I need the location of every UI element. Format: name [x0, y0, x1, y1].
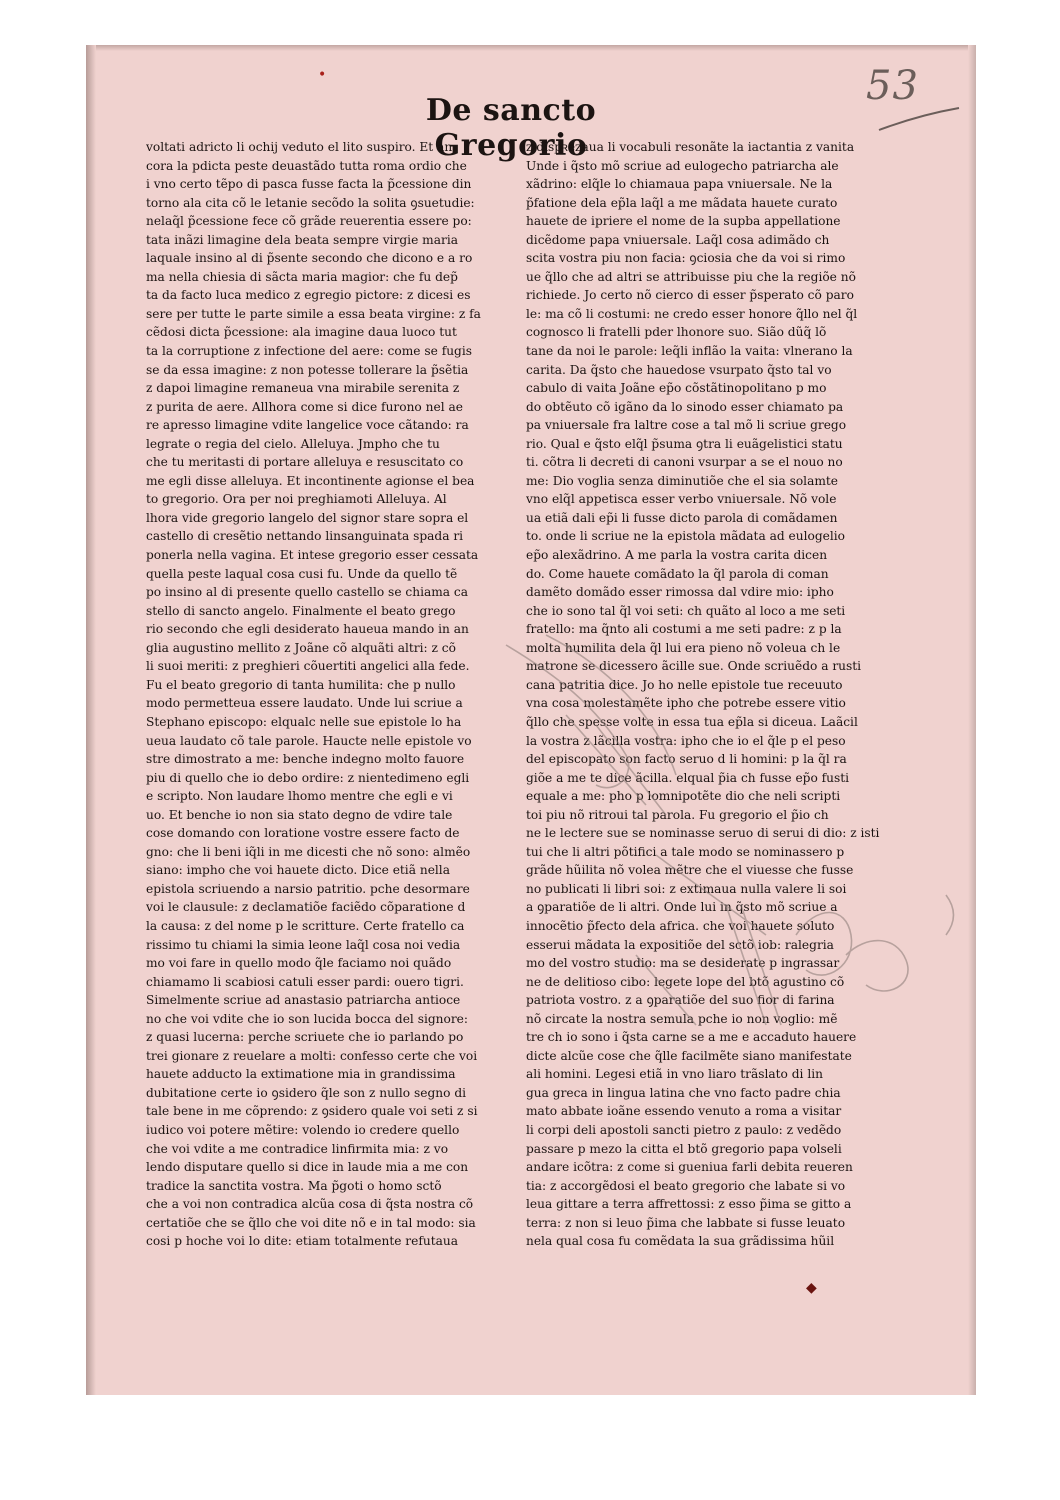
text-line: molta humilita dela q̃l lui era pieno nõ voleua ch le: [526, 640, 841, 655]
text-line: dicẽdome papa vniuersale. Laq̃l cosa adimãdo ch: [526, 232, 830, 247]
text-line: Unde i q̃sto mõ scriue ad eulogecho patriarcha ale: [526, 158, 839, 173]
text-line: rio secondo che egli desiderato haueua mando in an: [146, 622, 469, 637]
text-line: gua greca in lingua latina che vno facto padre chia: [526, 1085, 841, 1100]
text-line: grãde hũilita nõ volea mẽtre che el viuesse che fusse: [526, 863, 854, 878]
text-line: lhora vide gregorio langelo del signor stare sopra el: [146, 510, 469, 525]
text-line: ue q̃llo che ad altri se attribuisse piu che la regiõe nõ: [526, 269, 856, 284]
text-line: certatiõe che se q̃llo che voi dite nõ e in tal modo: sia: [146, 1215, 476, 1230]
text-line: stello di sancto angelo. Finalmente el beato grego: [146, 603, 456, 618]
text-line: scita vostra piu non facia: ꝯciosia che da voi si rimo: [526, 251, 846, 266]
text-line: to gregorio. Ora per noi preghiamoti Alleluya. Al: [146, 492, 447, 507]
text-line: hauete adducto la extimatione mia in grandissima: [146, 1067, 456, 1082]
text-line: z quasi lucerna: perche scriuete che io parlando po: [146, 1030, 464, 1045]
text-line: pa vniuersale fra laltre cose a tal mõ li scriue grego: [526, 418, 847, 433]
text-line: che tu meritasti di portare alleluya e resuscitato co: [146, 455, 464, 470]
text-line: lendo disputare quello si dice in laude mia a me con: [146, 1160, 469, 1175]
text-line: no publicati li libri soi: z extimaua nulla valere li soi: [526, 881, 847, 896]
text-line: iudico voi potere mẽtire: volendo io credere quello: [146, 1122, 460, 1137]
text-line: nõ circate la nostra semula pche io non voglio: mẽ: [526, 1011, 838, 1026]
text-line: re apresso limagine vdite langelice voce cãtando: ra: [146, 418, 469, 433]
page-gutter-shadow: [86, 45, 96, 1395]
page-heading: De sancto Gregorio: [425, 93, 597, 163]
text-line: to. onde li scriue ne la epistola mãdata ad eulogelio: [526, 529, 845, 544]
text-line: cognosco li fratelli pder lhonore suo. Sião dũq̃ lõ: [526, 325, 827, 340]
text-line: ma nella chiesia di sãcta maria magior: che fu dep̃: [146, 269, 458, 284]
red-ink-mark: •: [318, 67, 327, 83]
text-line: rio. Qual e q̃sto elq̃l p̃suma ꝯtra li euãgelistici statu: [526, 436, 843, 451]
text-line: gno: che li beni iq̃li in me dicesti che nõ sono: almẽo: [146, 844, 471, 859]
text-line: ep̃o alexãdrino. A me parla la vostra carita dicen: [526, 548, 828, 563]
text-line: a ꝯparatiõe de li altri. Onde lui in q̃sto mõ scriue a: [526, 900, 838, 915]
text-line: q̃llo che spesse volte in essa tua ep̃la si diceua. Laãcil: [526, 714, 858, 729]
text-line: trei gionare z reuelare a molti: confesso certe che voi: [146, 1048, 478, 1063]
text-line: cana patritia dice. Jo ho nelle epistole tue receuuto: [526, 677, 843, 692]
text-line: esserui mãdata la expositiõe del sctõ iob: ralegria: [526, 937, 834, 952]
text-line: la vostra z lãcilla vostra: ipho che io el q̃le p el peso: [526, 733, 846, 748]
text-line: dubitatione certe io ꝯsidero q̃le son z nullo segno di: [146, 1085, 467, 1100]
page-top-edge: [86, 45, 976, 51]
text-line: do. Come hauete comãdato la q̃l parola di coman: [526, 566, 829, 581]
text-line: xãdrino: elq̃le lo chiamaua papa vniuersale. Ne la: [526, 177, 833, 192]
text-line: cabulo di vaita Joãne ep̃o cõstãtinopolitano p mo: [526, 381, 827, 396]
text-line: epistola scriuendo a narsio patritio. pche desormare: [146, 881, 470, 896]
text-line: dicte alcũe cose che q̃lle facilmẽte siano manifestate: [526, 1048, 852, 1063]
text-line: fratello: ma q̃nto ali costumi a me seti padre: z p la: [526, 622, 842, 637]
text-line: che io sono tal q̃l voi seti: ch quãto al loco a me seti: [526, 603, 846, 618]
text-line: mo del vostro studio: ma se desiderate p ingrassar: [526, 956, 840, 971]
text-line: do obtẽuto cõ igãno da lo sinodo esser chiamato pa: [526, 399, 844, 414]
text-line: le: ma cõ li costumi: ne credo esser honore q̃llo nel q̃l: [526, 306, 858, 321]
book-page: [86, 45, 976, 1395]
text-line: glia augustino mellito z Joãne cõ alquãti altri: z cõ: [146, 640, 456, 655]
text-line: richiede. Jo certo nõ cierco di esser p̃sperato cõ paro: [526, 288, 854, 303]
text-line: carita. Da q̃sto che hauedose vsurpato q̃sto tal vo: [526, 362, 832, 377]
text-line: toi piu nõ ritroui tal parola. Fu gregorio el p̃io ch: [526, 807, 829, 822]
text-line: che a voi non contradica alcũa cosa di q̃sta nostra cõ: [146, 1197, 474, 1212]
text-line: damẽto domãdo esser rimossa dal vdire mio: ipho: [526, 585, 834, 600]
text-line: del episcopato son facto seruo d li homini: p la q̃l ra: [526, 752, 847, 767]
text-line: po insino al di presente quello castello se chiama ca: [146, 585, 469, 600]
text-line: ueua laudato cõ tale parole. Haucte nelle epistole vo: [146, 733, 472, 748]
text-line: terra: z non si leuo p̃ima che labbate si fusse leuato: [526, 1215, 846, 1230]
text-line: e scripto. Non laudare lhomo mentre che egli e vi: [146, 789, 453, 804]
text-line: mato abbate ioãne essendo venuto a roma a visitar: [526, 1104, 842, 1119]
text-line: ta da facto luca medico z egregio pictore: z dicesi es: [146, 288, 471, 303]
text-line: nelaq̃l p̃cessione fece cõ grãde reuerentia essere po:: [146, 214, 472, 229]
text-line: no che voi vdite che io son lucida bocca del signore:: [146, 1011, 468, 1026]
ink-blot-mark: ◆: [806, 1280, 817, 1296]
text-line: li corpi deli apostoli sancti pietro z paulo: z vedẽdo: [526, 1122, 842, 1137]
text-line: cose domando con loratione vostre essere facto de: [146, 826, 460, 841]
text-line: i vno certo tẽpo di pasca fusse facta la p̃cessione din: [146, 177, 472, 192]
text-line: Simelmente scriue ad anastasio patriarcha antioce: [146, 993, 461, 1008]
text-line: ponerla nella vagina. Et intese gregorio esser cessata: [146, 548, 479, 563]
text-line: chiamamo li scabiosi catuli esser pardi: ouero tigri.: [146, 974, 464, 989]
text-line: p̃fatione dela ep̃la laq̃l a me mãdata hauete curato: [526, 195, 838, 210]
text-line: equale a me: pho p lomnipotẽte dio che neli scripti: [526, 789, 841, 804]
text-line: tale bene in me cõprendo: z ꝯsidero quale voi seti z si: [146, 1104, 478, 1119]
folio-number: 53: [866, 63, 919, 109]
text-line: rissimo tu chiami la simia leone laq̃l cosa noi vedia: [146, 937, 461, 952]
folio-pencil-stroke: [874, 105, 964, 135]
text-line: modo permetteua essere laudato. Unde lui scriue a: [146, 696, 463, 711]
text-line: ne le lectere sue se nominasse seruo di serui di dio: z isti: [526, 826, 880, 841]
text-line: tia: z accorgẽdosi el beato gregorio che labate si vo: [526, 1178, 846, 1193]
text-line: laquale insino al di p̃sente secondo che dicono e a ro: [146, 251, 473, 266]
text-line: ti. cõtra li decreti di canoni vsurpar a se el nouo no: [526, 455, 843, 470]
text-line: ne de delitioso cibo: legete lope del btõ agustino cõ: [526, 974, 845, 989]
text-line: matrone se dicessero ãcille sue. Onde scriuẽdo a rusti: [526, 659, 862, 674]
text-line: la causa: z del nome p le scritture. Certe fratello ca: [146, 918, 465, 933]
text-column-left: [146, 138, 496, 1251]
text-line: piu di quello che io debo ordire: z nientedimeno egli: [146, 770, 470, 785]
text-line: che voi vdite a me contradice linfirmita mia: z vo: [146, 1141, 449, 1156]
text-line: andare icõtra: z come si gueniua farli debita reueren: [526, 1160, 853, 1175]
text-line: leua gittare a terra affrettossi: z esso p̃ima se gitto a: [526, 1197, 852, 1212]
text-column-right: [526, 138, 886, 1251]
text-line: li suoi meriti: z preghieri cõuertiti angelici alla fede.: [146, 659, 470, 674]
text-line: tata inãzi limagine dela beata sempre virgie maria: [146, 232, 458, 247]
text-line: hauete de ipriere el nome de la supba appellatione: [526, 214, 841, 229]
text-line: z dispꝛezaua li vocabuli resonãte la iactantia z vanita: [526, 140, 855, 154]
text-line: passare p mezo la citta el btõ gregorio papa volseli: [526, 1141, 842, 1156]
text-line: tre ch io sono i q̃sta carne se a me e accaduto hauere: [526, 1030, 857, 1045]
text-line: tane da noi le parole: leq̃li inflão la vaita: vlnerano la: [526, 344, 853, 359]
text-line: siano: impho che voi hauete dicto. Dice etiã nella: [146, 863, 450, 878]
text-line: se da essa imagine: z non potesse tollerare la p̃sẽtia: [146, 362, 469, 377]
text-line: cẽdosi dicta p̃cessione: ala imagine daua luoco tut: [146, 325, 457, 340]
text-line: ali homini. Legesi etiã in vno liaro trãslato di lin: [526, 1067, 823, 1082]
text-line: innocẽtio p̃fecto dela africa. che voi hauete soluto: [526, 918, 835, 933]
text-line: voi le clausule: z declamatiõe faciẽdo cõparatione d: [146, 900, 466, 915]
text-line: patriota vostro. z a ꝯparatiõe del suo fior di farina: [526, 993, 835, 1008]
text-line: nela qual cosa fu comẽdata la sua grãdissima hũil: [526, 1234, 835, 1249]
text-line: ta la corruptione z infectione del aere: come se fugis: [146, 344, 473, 359]
text-line: vna cosa molestamẽte ipho che potrebe essere vitio: [526, 696, 846, 711]
text-line: z purita de aere. Allhora come si dice furono nel ae: [146, 399, 463, 414]
text-line: ua etiã dali ep̃i li fusse dicto parola di comãdamen: [526, 510, 838, 525]
text-line: uo. Et benche io non sia stato degno de vdire tale: [146, 807, 453, 822]
text-line: tui che li altri põtifici a tale modo se nominassero p: [526, 844, 845, 859]
text-line: me: Dio voglia senza diminutiõe che el sia solamte: [526, 473, 839, 488]
text-line: cora la pdicta peste deuastãdo tutta roma ordio che: [146, 158, 467, 173]
text-line: Stephano episcopo: elqualc nelle sue epistole lo ha: [146, 714, 462, 729]
page-right-edge: [968, 45, 976, 1395]
text-line: cosi p hoche voi lo dite: etiam totalmente refutaua: [146, 1234, 458, 1249]
text-line: Fu el beato gregorio di tanta humilita: che p nullo: [146, 677, 456, 692]
text-line: quella peste laqual cosa cusi fu. Unde da quello tẽ: [146, 566, 458, 581]
text-line: z dapoi limagine remaneua vna mirabile serenita z: [146, 381, 460, 396]
text-line: castello di cresẽtio nettando linsanguinata spada ri: [146, 529, 464, 544]
text-line: torno ala cita cõ le letanie secõdo la solita ꝯsuetudie:: [146, 195, 475, 210]
text-line: voltati adricto li ochij veduto el lito suspiro. Et an: [146, 140, 453, 154]
text-line: legrate o regia del cielo. Alleluya. Jmpho che tu: [146, 436, 440, 451]
text-line: me egli disse alleluya. Et incontinente agionse el bea: [146, 473, 475, 488]
text-line: mo voi fare in quello modo q̃le faciamo noi quãdo: [146, 956, 452, 971]
text-line: vno elq̃l appetisca esser verbo vniuersale. Nõ vole: [526, 492, 837, 507]
text-line: sere per tutte le parte simile a essa beata virgine: z fa: [146, 306, 481, 321]
text-line: tradice la sanctita vostra. Ma p̃goti o homo sctõ: [146, 1178, 442, 1193]
text-line: stre dimostrato a me: benche indegno molto fauore: [146, 752, 465, 767]
text-line: giõe a me te dice ãcilla. elqual p̃ia ch fusse ep̃o fusti: [526, 770, 850, 785]
